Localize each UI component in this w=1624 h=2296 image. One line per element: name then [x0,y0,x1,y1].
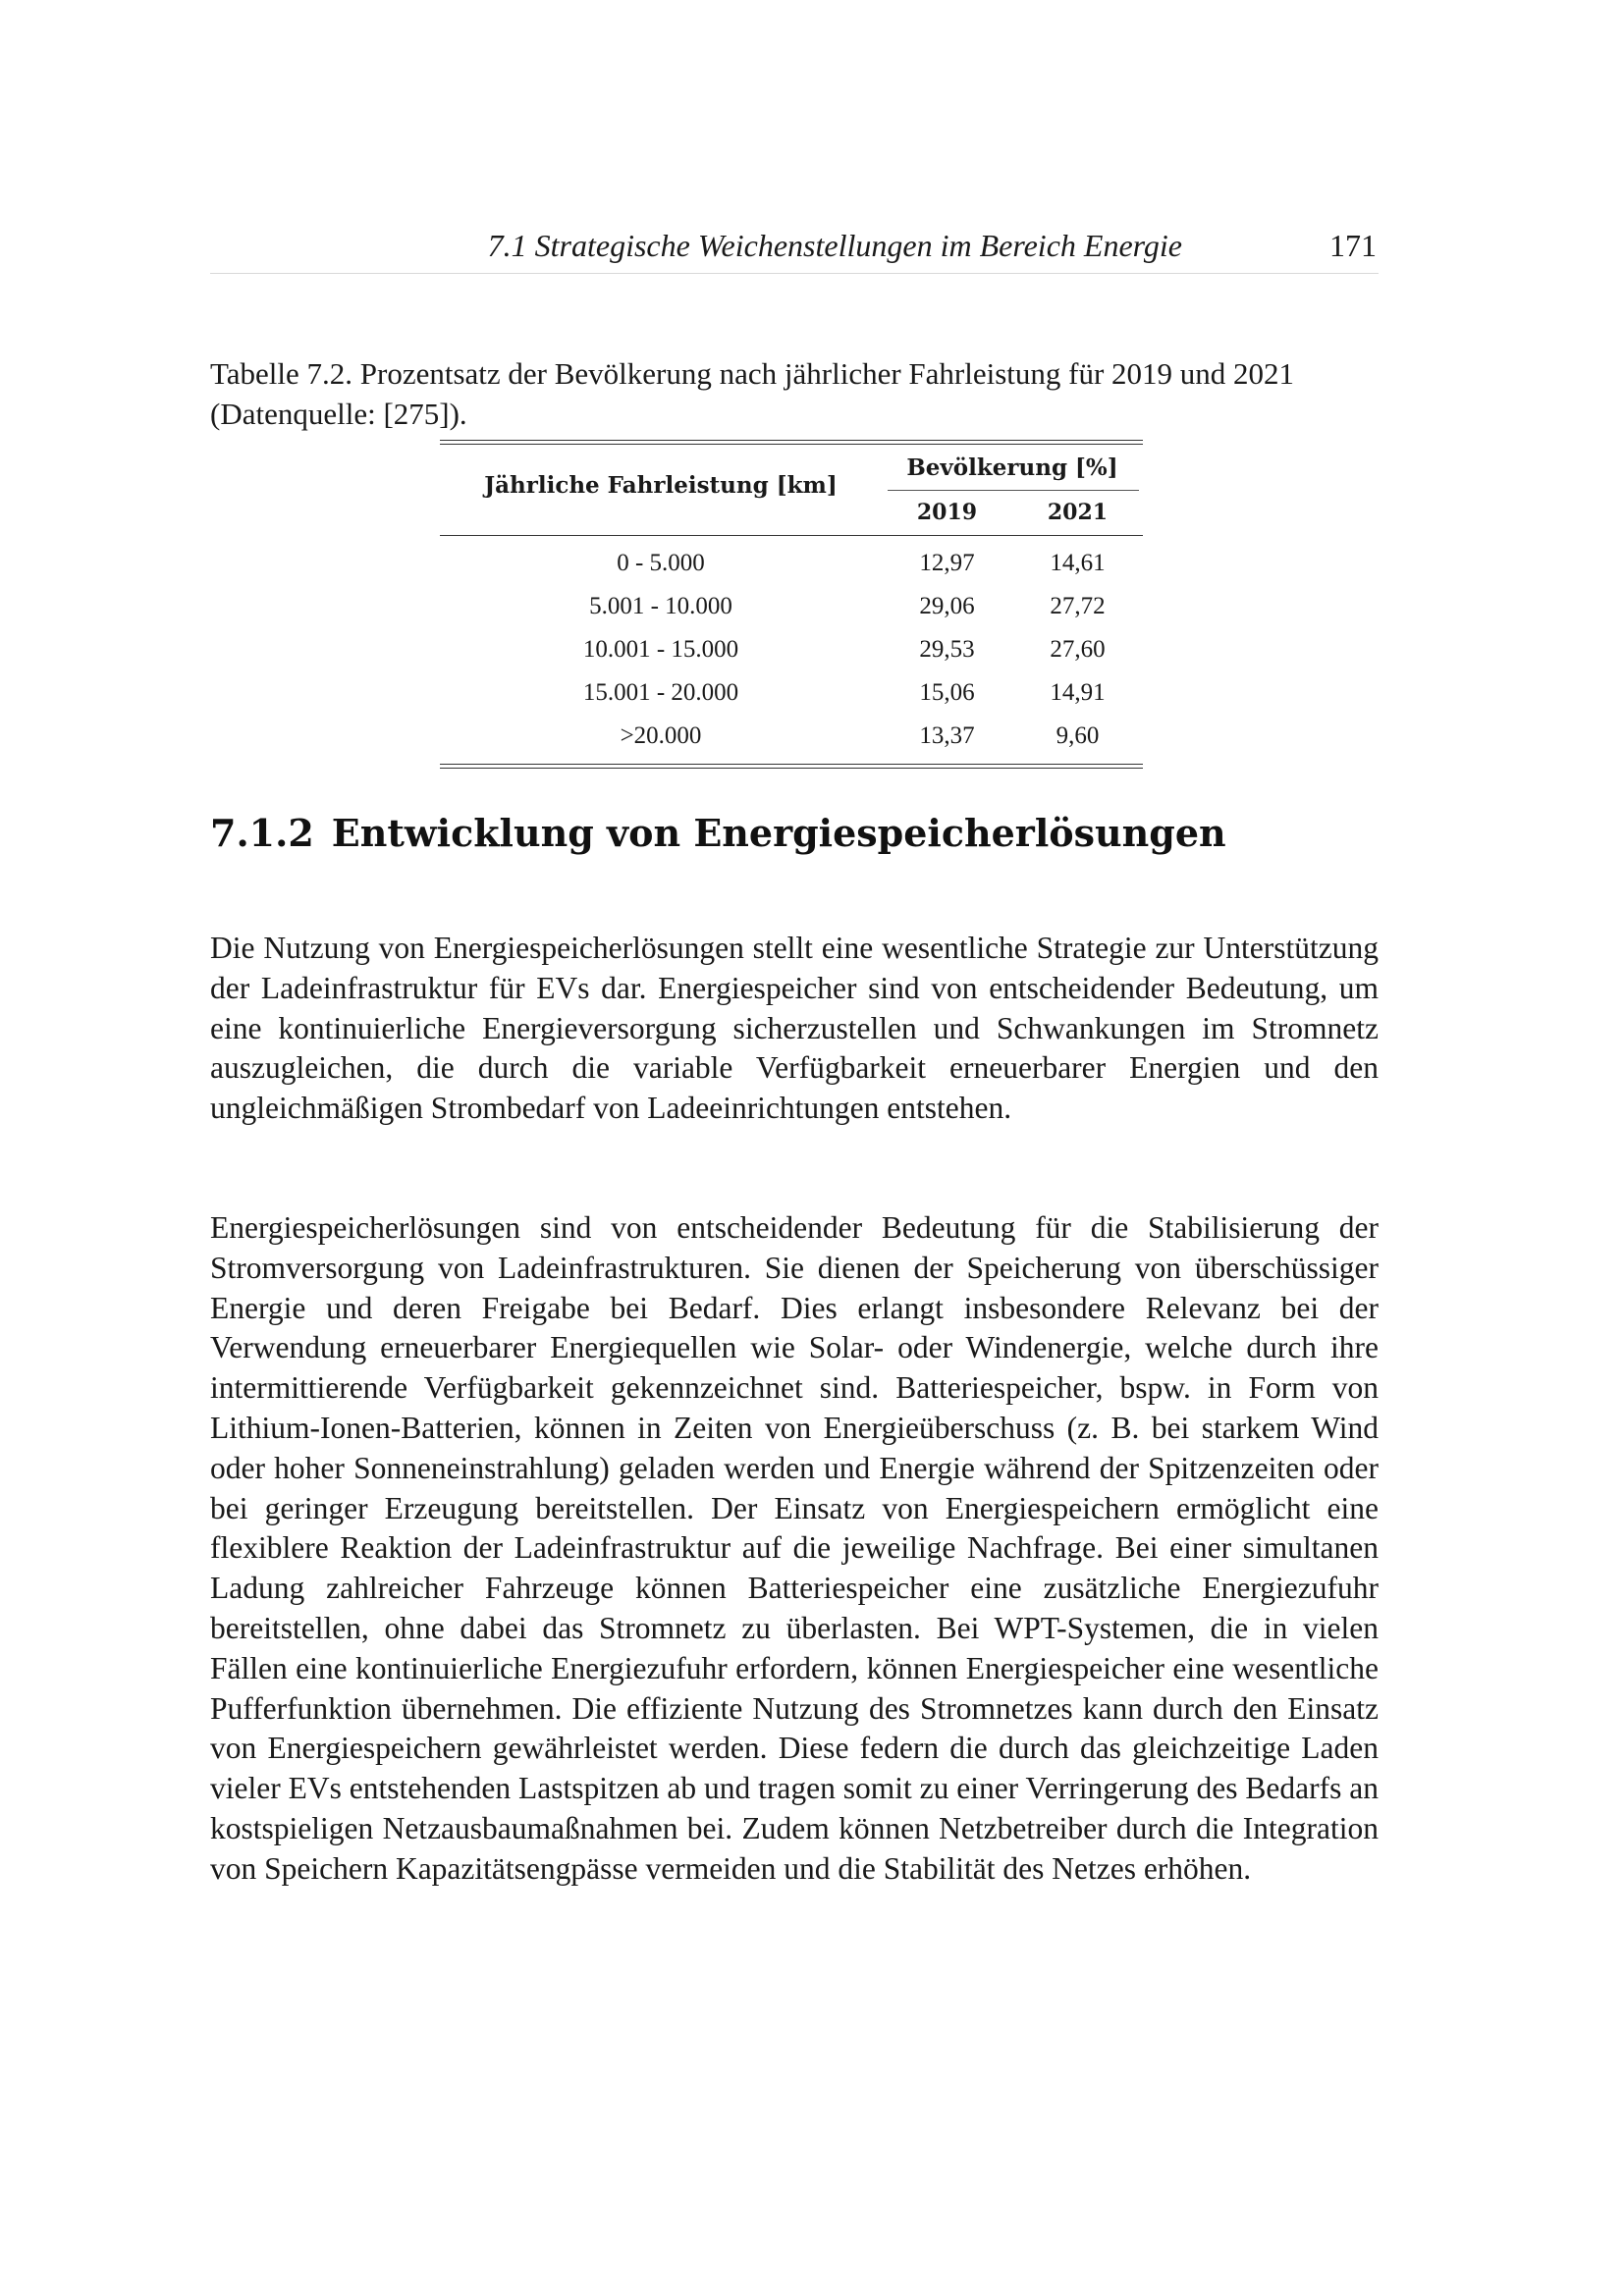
page-number: 171 [1329,228,1377,263]
cell-range: 0 - 5.000 [617,550,705,576]
cell-2021: 27,60 [1050,636,1106,663]
document-page [210,0,1379,2296]
data-table [440,440,1143,769]
header-title: 7.1 Strategische Weichenstellungen im Bereich Energie [487,228,1182,263]
cell-2019: 12,97 [919,550,975,576]
cell-range: >20.000 [620,722,702,749]
table-body [440,536,1143,764]
cell-range: 15.001 - 20.000 [582,679,739,706]
cell-2019: 29,06 [919,593,975,619]
cell-2019: 15,06 [919,679,975,706]
cell-2019: 13,37 [919,722,975,749]
table-row [440,715,1143,758]
paragraph: Die Nutzung von Energiespeicherlösungen stellt eine wesentliche Strategie zur Unterstützung der Ladeinfrastruktur für EVs dar. Energiespeicher sind von entscheidender Bedeutung, um eine kontinuierliche Energieversorgung sicherzustellen und Schwankungen im Stromnetz auszugleichen, die durch die variable Verfügbarkeit erneuerbarer Energien und den ungleichmäßigen Strombedarf von Ladeeinrichtungen entstehen. [210,931,1379,1126]
group-header-rule [888,490,1139,491]
cell-range: 10.001 - 15.000 [582,636,739,663]
cell-2021: 9,60 [1056,722,1100,749]
table-row [440,585,1143,628]
column-header-2019: 2019 [916,500,978,525]
running-header [210,228,1379,274]
column-header-mileage: Jährliche Fahrleistung [km] [484,472,838,499]
table-header [440,445,1143,536]
section-number: 7.1.2 [210,811,314,855]
section-heading [210,811,1226,855]
table-bottom-rule [440,764,1143,769]
section-title-text: Entwicklung von Energiespeicherlösungen [331,811,1226,855]
cell-2021: 14,91 [1050,679,1106,706]
column-group-header-population: Bevölkerung [%] [906,454,1118,481]
table-row [440,671,1143,715]
cell-range: 5.001 - 10.000 [589,593,732,619]
cell-2021: 27,72 [1050,593,1106,619]
cell-2021: 14,61 [1050,550,1106,576]
cell-2019: 29,53 [919,636,975,663]
column-header-2021: 2021 [1047,500,1109,525]
table-row [440,628,1143,671]
paragraph: Energiespeicherlösungen sind von entscheidender Bedeutung für die Stabilisierung der Stromversorgung von Ladeinfrastrukturen. Sie dienen der Speicherung von überschüssiger Energie und deren Freigabe bei Bedarf. Dies erlangt insbesondere Relevanz bei der Verwendung erneuerbarer Energiequellen wie Solar- oder Windenergie, welche durch ihre intermittierende Verfügbarkeit gekennzeichnet sind. Batteriespeicher, bspw. in Form von Lithium-Ionen-Batterien, können in Zeiten von Energieüberschuss (z. B. bei starkem Wind oder hoher Sonneneinstrahlung) geladen werden und Energie während der Spitzenzeiten oder bei geringer Erzeugung bereitstellen. Der Einsatz von Energiespeichern ermöglicht eine flexiblere Reaktion der Ladeinfrastruktur auf die jeweilige Nachfrage. Bei einer simultanen Ladung zahlreicher Fahrzeuge können Batteriespeicher eine zusätzliche Energiezufuhr bereitstellen, ohne dabei das Stromnetz zu überlasten. Bei WPT-Systemen, die in vielen Fällen eine kontinuierliche Energiezufuhr erfordern, können Energiespeicher eine wesentliche Pufferfunktion übernehmen. Die effiziente Nutzung des Stromnetzes kann durch den Einsatz von Energiespeichern gewährleistet werden. Diese federn die durch das gleichzeitige Laden vieler EVs entstehenden Lastspitzen ab und tragen somit zu einer Verringerung des Bedarfs an kostspieligen Netzausbaumaßnahmen bei. Zudem können Netzbetreiber durch die Integration von Speichern Kapazitätsengpässe vermeiden und die Stabilität des Netzes erhöhen. [210,1210,1379,1886]
table-caption: Tabelle 7.2. Prozentsatz der Bevölkerung nach jährlicher Fahrleistung für 2019 und 2021 (Datenquelle: [275]). [210,356,1295,431]
table-row [440,542,1143,585]
